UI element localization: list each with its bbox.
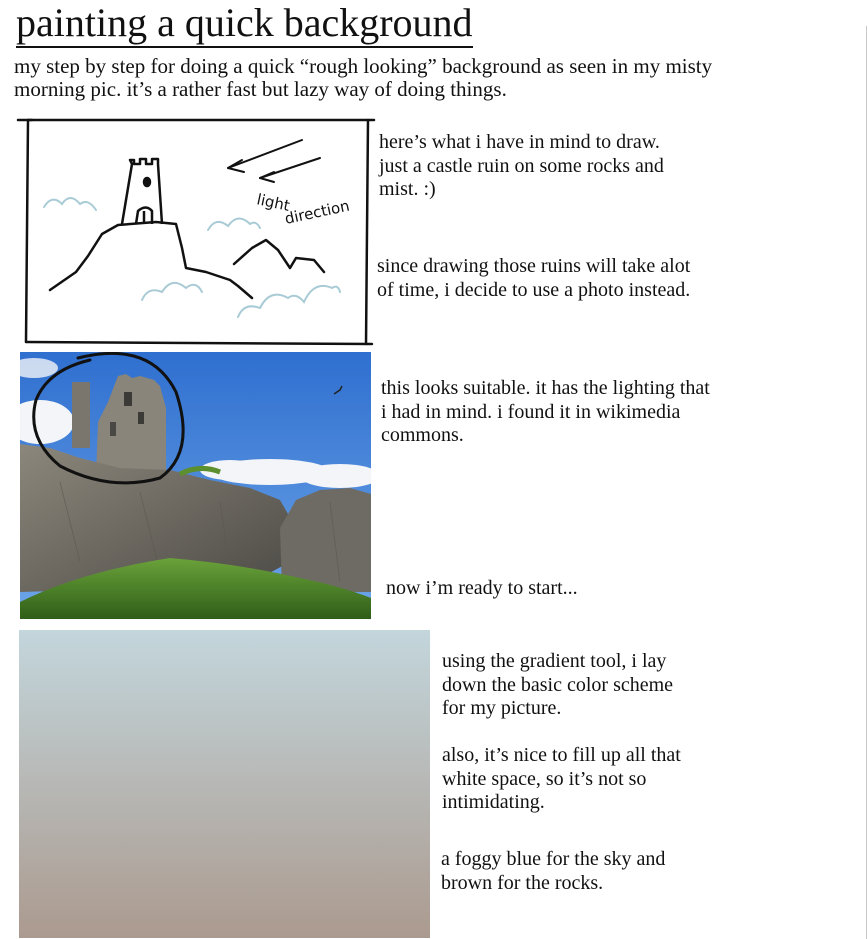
text-line: for my picture. [442, 697, 562, 719]
concept-sketch [16, 112, 376, 347]
text-line: white space, so it’s not so [442, 767, 647, 790]
white-space-text [442, 744, 681, 815]
text-line: down the basic color scheme [442, 673, 674, 696]
color-scheme-text [441, 848, 665, 895]
light-direction-arrows [228, 140, 320, 182]
text-line: also, it’s nice to fill up all that [442, 744, 681, 766]
intro-paragraph: my step by step for doing a quick “rough looking” background as seen in my misty morning pic. it’s a rather fast but lazy way of doing things. [14, 54, 713, 101]
photo-reason-text [377, 255, 690, 302]
text-line: brown for the rocks. [441, 871, 604, 894]
sketch-frame [18, 120, 374, 344]
sketch-annotation-light: light [255, 190, 292, 215]
text-line: here’s what i have in mind to draw. [379, 131, 660, 153]
gradient-canvas [19, 630, 430, 938]
text-line: since drawing those ruins will take alot [377, 255, 691, 277]
gradient-description [442, 650, 673, 721]
photo-description [381, 377, 710, 448]
text-line: intimidating. [442, 791, 545, 813]
text-line: using the gradient tool, i lay [442, 650, 667, 672]
sketch-castle-tower [122, 159, 162, 224]
text-line: mist. :) [379, 178, 436, 200]
reference-photo [20, 352, 371, 619]
page-title: painting a quick background [16, 0, 473, 48]
page-edge-divider [866, 26, 867, 939]
castle-photo-illustration [20, 352, 371, 619]
text-line: just a castle ruin on some rocks and [379, 154, 664, 177]
text-line: a foggy blue for the sky and [441, 848, 666, 870]
text-line: this looks suitable. it has the lighting that [381, 377, 710, 399]
text-line: commons. [381, 424, 464, 446]
text-line: now i’m ready to start... [386, 577, 578, 599]
sketch-annotation-direction: direction [283, 196, 352, 228]
ready-text [386, 577, 578, 601]
text-line: of time, i decide to use a photo instead. [377, 278, 691, 301]
sketch-description [379, 131, 664, 202]
text-line: i had in mind. i found it in wikimedia [381, 400, 681, 423]
